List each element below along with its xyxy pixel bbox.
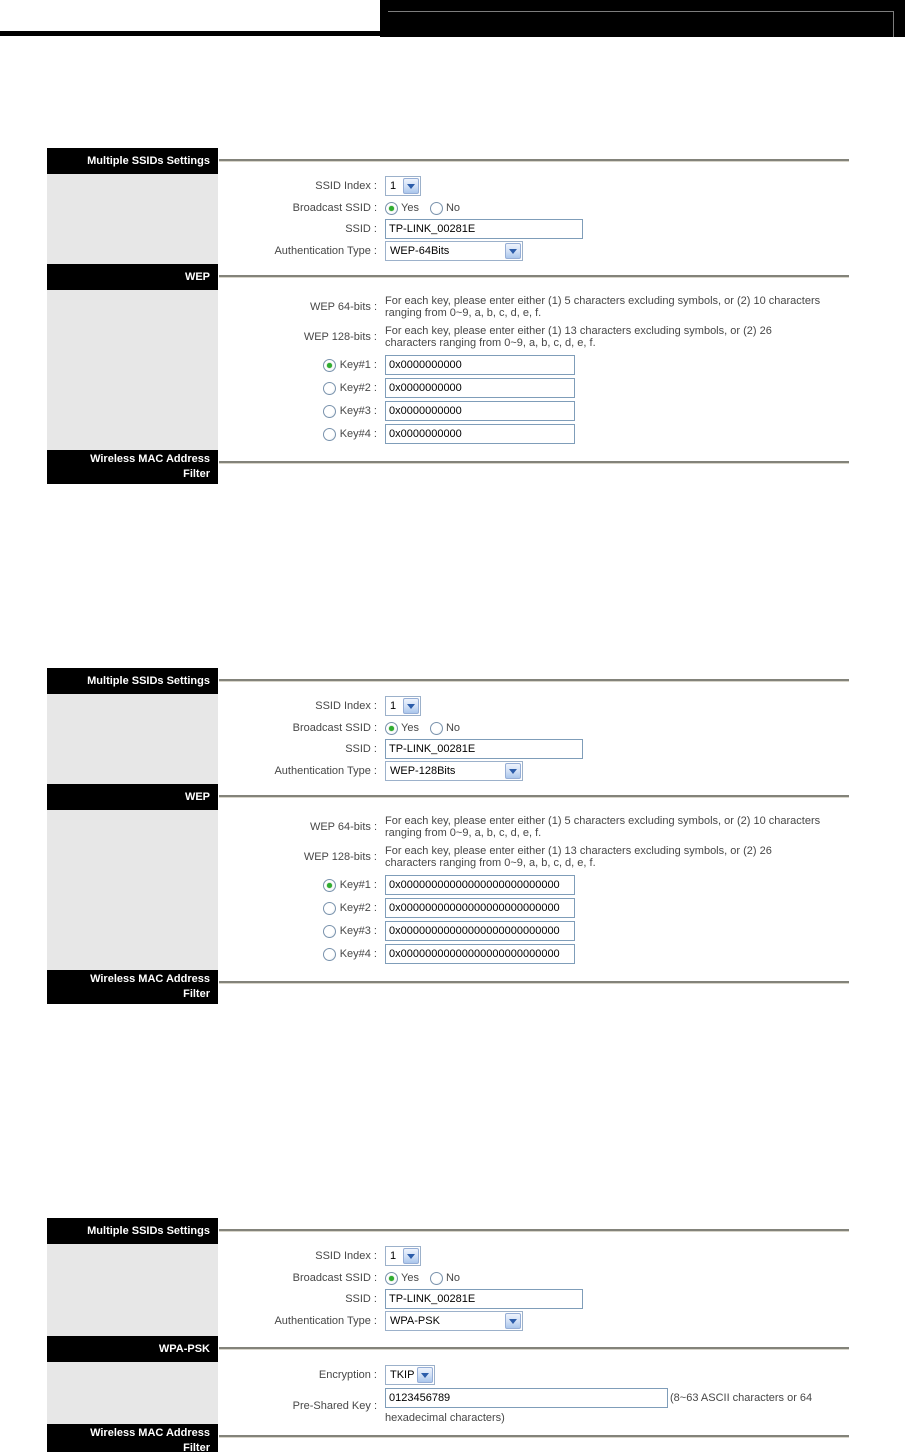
key2-label: Key#2 : bbox=[339, 902, 377, 914]
key3-label-group bbox=[219, 401, 377, 421]
broadcast-no-label: No bbox=[445, 202, 461, 214]
section-header-multiple-ssids bbox=[47, 1218, 218, 1244]
auth-type-label: Authentication Type : bbox=[274, 245, 377, 257]
wep64-label: WEP 64-bits : bbox=[309, 820, 377, 833]
ssid-index-label: SSID Index : bbox=[315, 1250, 377, 1262]
auth-type-value: WPA-PSK bbox=[390, 1315, 440, 1327]
wep128-desc-line2: characters ranging from 0~9, a, b, c, d, e, f. bbox=[385, 337, 596, 349]
wep128-label: WEP 128-bits : bbox=[303, 330, 377, 343]
broadcast-ssid-label: Broadcast SSID : bbox=[292, 722, 377, 734]
key3-label: Key#3 : bbox=[339, 405, 377, 417]
chevron-down-icon[interactable] bbox=[505, 1313, 521, 1329]
section-header-label: Multiple SSIDs Settings bbox=[87, 155, 210, 167]
ssid-label: SSID : bbox=[345, 743, 377, 755]
broadcast-no-label: No bbox=[445, 1272, 461, 1284]
key4-radio[interactable] bbox=[323, 428, 336, 441]
chevron-down-icon[interactable] bbox=[403, 178, 419, 194]
page-header-rule bbox=[0, 31, 381, 36]
panel-wep128 bbox=[47, 668, 849, 1004]
ssid-index-value: 1 bbox=[390, 180, 397, 192]
ssid-index-dropdown[interactable] bbox=[385, 176, 421, 196]
key4-label-group bbox=[219, 944, 377, 964]
chevron-down-icon[interactable] bbox=[417, 1367, 433, 1383]
key2-radio[interactable] bbox=[323, 902, 336, 915]
broadcast-ssid-label: Broadcast SSID : bbox=[292, 202, 377, 214]
wep64-desc-line1: For each key, please enter either (1) 5 characters excluding symbols, or (2) 10 characters bbox=[385, 815, 821, 827]
broadcast-yes-radio[interactable] bbox=[385, 1272, 398, 1285]
ssid-input[interactable] bbox=[385, 1289, 583, 1309]
key2-label-group bbox=[219, 378, 377, 398]
broadcast-radio-group bbox=[385, 720, 460, 736]
ssid-label: SSID : bbox=[345, 1293, 377, 1305]
encryption-value: TKIP bbox=[390, 1369, 415, 1381]
top-header-inner-vline bbox=[893, 11, 894, 37]
section-header-label: WEP bbox=[184, 271, 210, 283]
section-separator bbox=[219, 461, 849, 463]
chevron-down-icon[interactable] bbox=[505, 763, 521, 779]
psk-note-line2: hexadecimal characters) bbox=[385, 1412, 505, 1424]
broadcast-ssid-label: Broadcast SSID : bbox=[292, 1272, 377, 1284]
wep64-desc-line1: For each key, please enter either (1) 5 characters excluding symbols, or (2) 10 characters bbox=[385, 295, 821, 307]
section-separator bbox=[219, 1435, 849, 1437]
mac-filter-line1: Wireless MAC Address bbox=[90, 1427, 210, 1439]
wep64-desc-line2: ranging from 0~9, a, b, c, d, e, f. bbox=[385, 307, 542, 319]
key2-radio[interactable] bbox=[323, 382, 336, 395]
key2-input[interactable] bbox=[385, 378, 575, 398]
key1-input[interactable] bbox=[385, 355, 575, 375]
key3-label: Key#3 : bbox=[339, 925, 377, 937]
chevron-down-icon[interactable] bbox=[505, 243, 521, 259]
wep128-desc-line1: For each key, please enter either (1) 13 characters excluding symbols, or (2) 26 bbox=[385, 845, 772, 857]
wep64-desc-line2: ranging from 0~9, a, b, c, d, e, f. bbox=[385, 827, 542, 839]
key3-input[interactable] bbox=[385, 401, 575, 421]
auth-type-dropdown[interactable] bbox=[385, 761, 523, 781]
ssid-index-dropdown[interactable] bbox=[385, 696, 421, 716]
key4-input[interactable] bbox=[385, 424, 575, 444]
key1-label-group bbox=[219, 875, 377, 895]
section-separator bbox=[219, 275, 849, 277]
section-separator bbox=[219, 679, 849, 681]
section-header-mac-filter bbox=[47, 970, 218, 1004]
sidebar-background bbox=[47, 148, 218, 484]
key1-label: Key#1 : bbox=[339, 359, 377, 371]
key1-input[interactable] bbox=[385, 875, 575, 895]
section-header-multiple-ssids bbox=[47, 668, 218, 694]
top-header-bar bbox=[380, 0, 905, 37]
section-header-mac-filter bbox=[47, 1424, 218, 1452]
key2-label-group bbox=[219, 898, 377, 918]
auth-type-dropdown[interactable] bbox=[385, 1311, 523, 1331]
auth-type-dropdown[interactable] bbox=[385, 241, 523, 261]
section-header-mac-filter bbox=[47, 450, 218, 484]
wep128-label: WEP 128-bits : bbox=[303, 850, 377, 863]
psk-note-line1: (8~63 ASCII characters or 64 bbox=[670, 1392, 813, 1404]
section-header-wpa-psk bbox=[47, 1336, 218, 1362]
key1-radio[interactable] bbox=[323, 879, 336, 892]
key3-input[interactable] bbox=[385, 921, 575, 941]
ssid-index-value: 1 bbox=[390, 1250, 397, 1262]
auth-type-label: Authentication Type : bbox=[274, 765, 377, 777]
broadcast-radio-group bbox=[385, 200, 460, 216]
broadcast-radio-group bbox=[385, 1270, 460, 1286]
broadcast-yes-label: Yes bbox=[401, 722, 419, 734]
broadcast-no-radio[interactable] bbox=[430, 722, 443, 735]
ssid-index-dropdown[interactable] bbox=[385, 1246, 421, 1266]
key3-radio[interactable] bbox=[323, 405, 336, 418]
key2-input[interactable] bbox=[385, 898, 575, 918]
section-header-wep bbox=[47, 784, 218, 810]
mac-filter-line2: Filter bbox=[183, 468, 210, 480]
section-header-label: WPA-PSK bbox=[158, 1343, 210, 1355]
wep64-desc bbox=[385, 295, 855, 319]
key4-label: Key#4 : bbox=[339, 948, 377, 960]
mac-filter-line2: Filter bbox=[183, 988, 210, 1000]
chevron-down-icon[interactable] bbox=[403, 698, 419, 714]
ssid-index-label: SSID Index : bbox=[315, 700, 377, 712]
key3-radio[interactable] bbox=[323, 925, 336, 938]
section-header-label: WEP bbox=[184, 791, 210, 803]
wep128-desc-line2: characters ranging from 0~9, a, b, c, d, e, f. bbox=[385, 857, 596, 869]
mac-filter-line1: Wireless MAC Address bbox=[90, 973, 210, 985]
section-separator bbox=[219, 1347, 849, 1349]
section-separator bbox=[219, 795, 849, 797]
ssid-index-value: 1 bbox=[390, 700, 397, 712]
section-header-multiple-ssids bbox=[47, 148, 218, 174]
broadcast-yes-label: Yes bbox=[401, 1272, 419, 1284]
wep64-desc bbox=[385, 815, 855, 839]
sidebar-background bbox=[47, 1218, 218, 1452]
panel-wep64 bbox=[47, 148, 849, 484]
sidebar-background bbox=[47, 668, 218, 1004]
section-separator bbox=[219, 981, 849, 983]
key1-label: Key#1 : bbox=[339, 879, 377, 891]
key1-radio[interactable] bbox=[323, 359, 336, 372]
broadcast-yes-radio[interactable] bbox=[385, 722, 398, 735]
wep128-desc bbox=[385, 845, 855, 869]
key4-radio[interactable] bbox=[323, 948, 336, 961]
key1-label-group bbox=[219, 355, 377, 375]
key2-label: Key#2 : bbox=[339, 382, 377, 394]
mac-filter-line1: Wireless MAC Address bbox=[90, 453, 210, 465]
mac-filter-line2: Filter bbox=[183, 1442, 210, 1452]
key4-input[interactable] bbox=[385, 944, 575, 964]
ssid-input[interactable] bbox=[385, 219, 583, 239]
chevron-down-icon[interactable] bbox=[403, 1248, 419, 1264]
auth-type-value: WEP-64Bits bbox=[390, 245, 450, 257]
top-header-inner-line bbox=[388, 11, 893, 12]
key3-label-group bbox=[219, 921, 377, 941]
encryption-dropdown[interactable] bbox=[385, 1365, 435, 1385]
panel-wpa-psk bbox=[47, 1218, 849, 1452]
wep64-label: WEP 64-bits : bbox=[309, 300, 377, 313]
encryption-label: Encryption : bbox=[318, 1369, 377, 1381]
section-separator bbox=[219, 1229, 849, 1231]
broadcast-no-label: No bbox=[445, 722, 461, 734]
psk-label: Pre-Shared Key : bbox=[292, 1399, 377, 1412]
section-header-label: Multiple SSIDs Settings bbox=[87, 1225, 210, 1237]
broadcast-yes-label: Yes bbox=[401, 202, 419, 214]
wep128-desc bbox=[385, 325, 855, 349]
ssid-label: SSID : bbox=[345, 223, 377, 235]
broadcast-yes-radio[interactable] bbox=[385, 202, 398, 215]
auth-type-value: WEP-128Bits bbox=[390, 765, 456, 777]
wep128-desc-line1: For each key, please enter either (1) 13 characters excluding symbols, or (2) 26 bbox=[385, 325, 772, 337]
ssid-input[interactable] bbox=[385, 739, 583, 759]
section-separator bbox=[219, 159, 849, 161]
broadcast-no-radio[interactable] bbox=[430, 1272, 443, 1285]
ssid-index-label: SSID Index : bbox=[315, 180, 377, 192]
broadcast-no-radio[interactable] bbox=[430, 202, 443, 215]
section-header-wep bbox=[47, 264, 218, 290]
psk-input[interactable] bbox=[385, 1388, 668, 1408]
key4-label: Key#4 : bbox=[339, 428, 377, 440]
section-header-label: Multiple SSIDs Settings bbox=[87, 675, 210, 687]
key4-label-group bbox=[219, 424, 377, 444]
auth-type-label: Authentication Type : bbox=[274, 1315, 377, 1327]
